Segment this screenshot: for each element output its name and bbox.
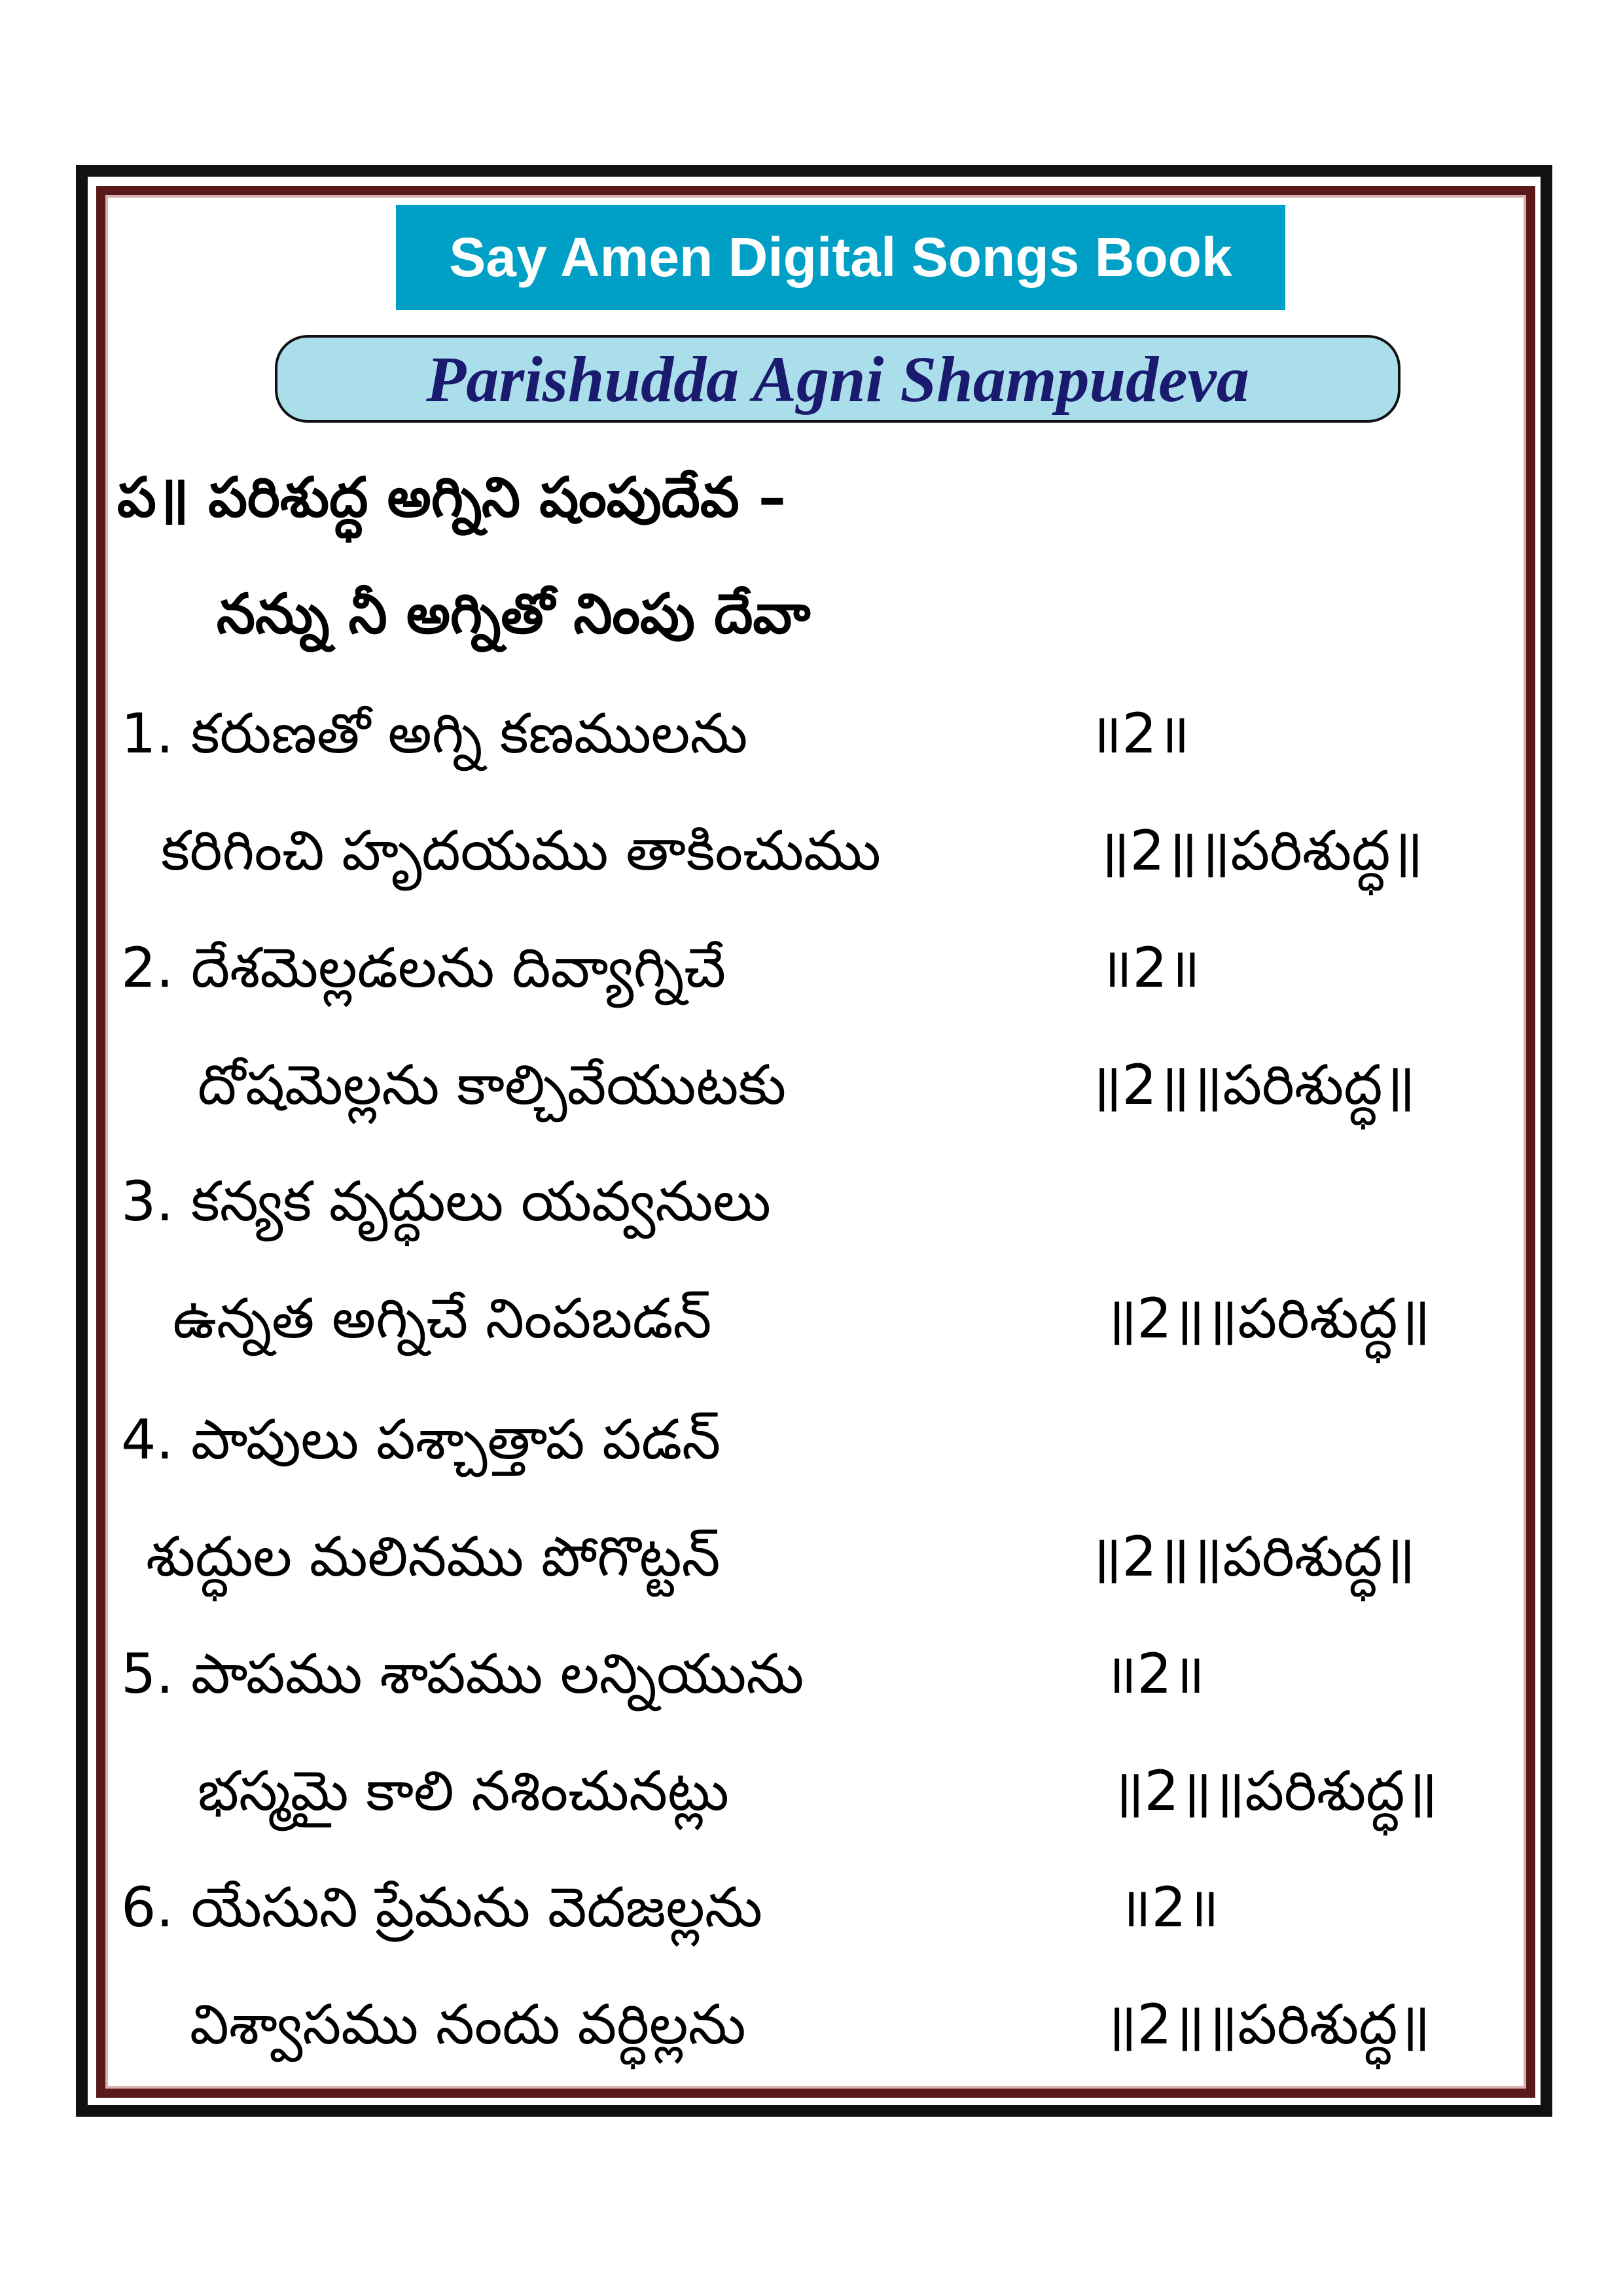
lyric-line: 3. కన్యక వృద్ధులు యవ్వనులు — [121, 1169, 771, 1233]
lyric-line: శుద్ధుల మలినము పోగొట్టన్ — [146, 1525, 721, 1589]
lyric-line: 4. పాపులు పశ్చాత్తాప పడన్ — [121, 1407, 721, 1472]
lyric-line: 6. యేసుని ప్రేమను వెదజల్లను — [121, 1875, 762, 1939]
book-title: Say Amen Digital Songs Book — [449, 226, 1232, 288]
lyric-line: 5. పాపము శాపము లన్నియును — [121, 1642, 804, 1706]
book-title-banner — [396, 205, 1285, 310]
repeat-marker: ॥2॥॥పరిశుద్ధ॥ — [1111, 1759, 1438, 1823]
lyric-line: 2. దేశమెల్లడలను దివ్యాగ్నిచే — [121, 936, 726, 1000]
lyric-line: 1. కరుణతో అగ్ని కణములను — [121, 701, 748, 766]
repeat-marker: ॥2॥ — [1089, 701, 1190, 766]
repeat-marker: ॥2॥ — [1104, 1642, 1205, 1706]
repeat-marker: ॥2॥॥పరిశుద్ధ॥ — [1104, 1992, 1431, 2057]
lyric-line: విశ్వాసము నందు వర్ధిల్లను — [190, 1992, 746, 2057]
repeat-marker: ॥2॥॥పరిశుద్ధ॥ — [1089, 1525, 1416, 1589]
song-title-pill — [275, 335, 1400, 423]
lyric-line: భస్మమై కాలి నశించునట్లు — [198, 1759, 729, 1823]
repeat-marker: ॥2॥ — [1099, 936, 1201, 1000]
repeat-marker: ॥2॥॥పరిశుద్ధ॥ — [1097, 819, 1423, 883]
pallavi-line: ప॥ పరిశుద్ధ అగ్నిని షంపుదేవ – — [117, 465, 786, 529]
song-title: Parishudda Agni Shampudeva — [426, 342, 1249, 415]
repeat-marker: ॥2॥॥పరిశుద్ధ॥ — [1089, 1053, 1416, 1117]
lyric-line: ఉన్నత అగ్నిచే నింపబడన్ — [173, 1286, 712, 1351]
lyric-line: దోషమెల్లను కాల్చివేయుటకు — [198, 1053, 787, 1117]
pallavi-line: నన్ను నీ అగ్నితో నింపు దేవా — [217, 582, 811, 646]
repeat-marker: ॥2॥ — [1118, 1875, 1220, 1939]
lyric-line: కరిగించి హృదయము తాకించుము — [161, 819, 881, 883]
repeat-marker: ॥2॥॥పరిశుద్ధ॥ — [1104, 1286, 1431, 1351]
